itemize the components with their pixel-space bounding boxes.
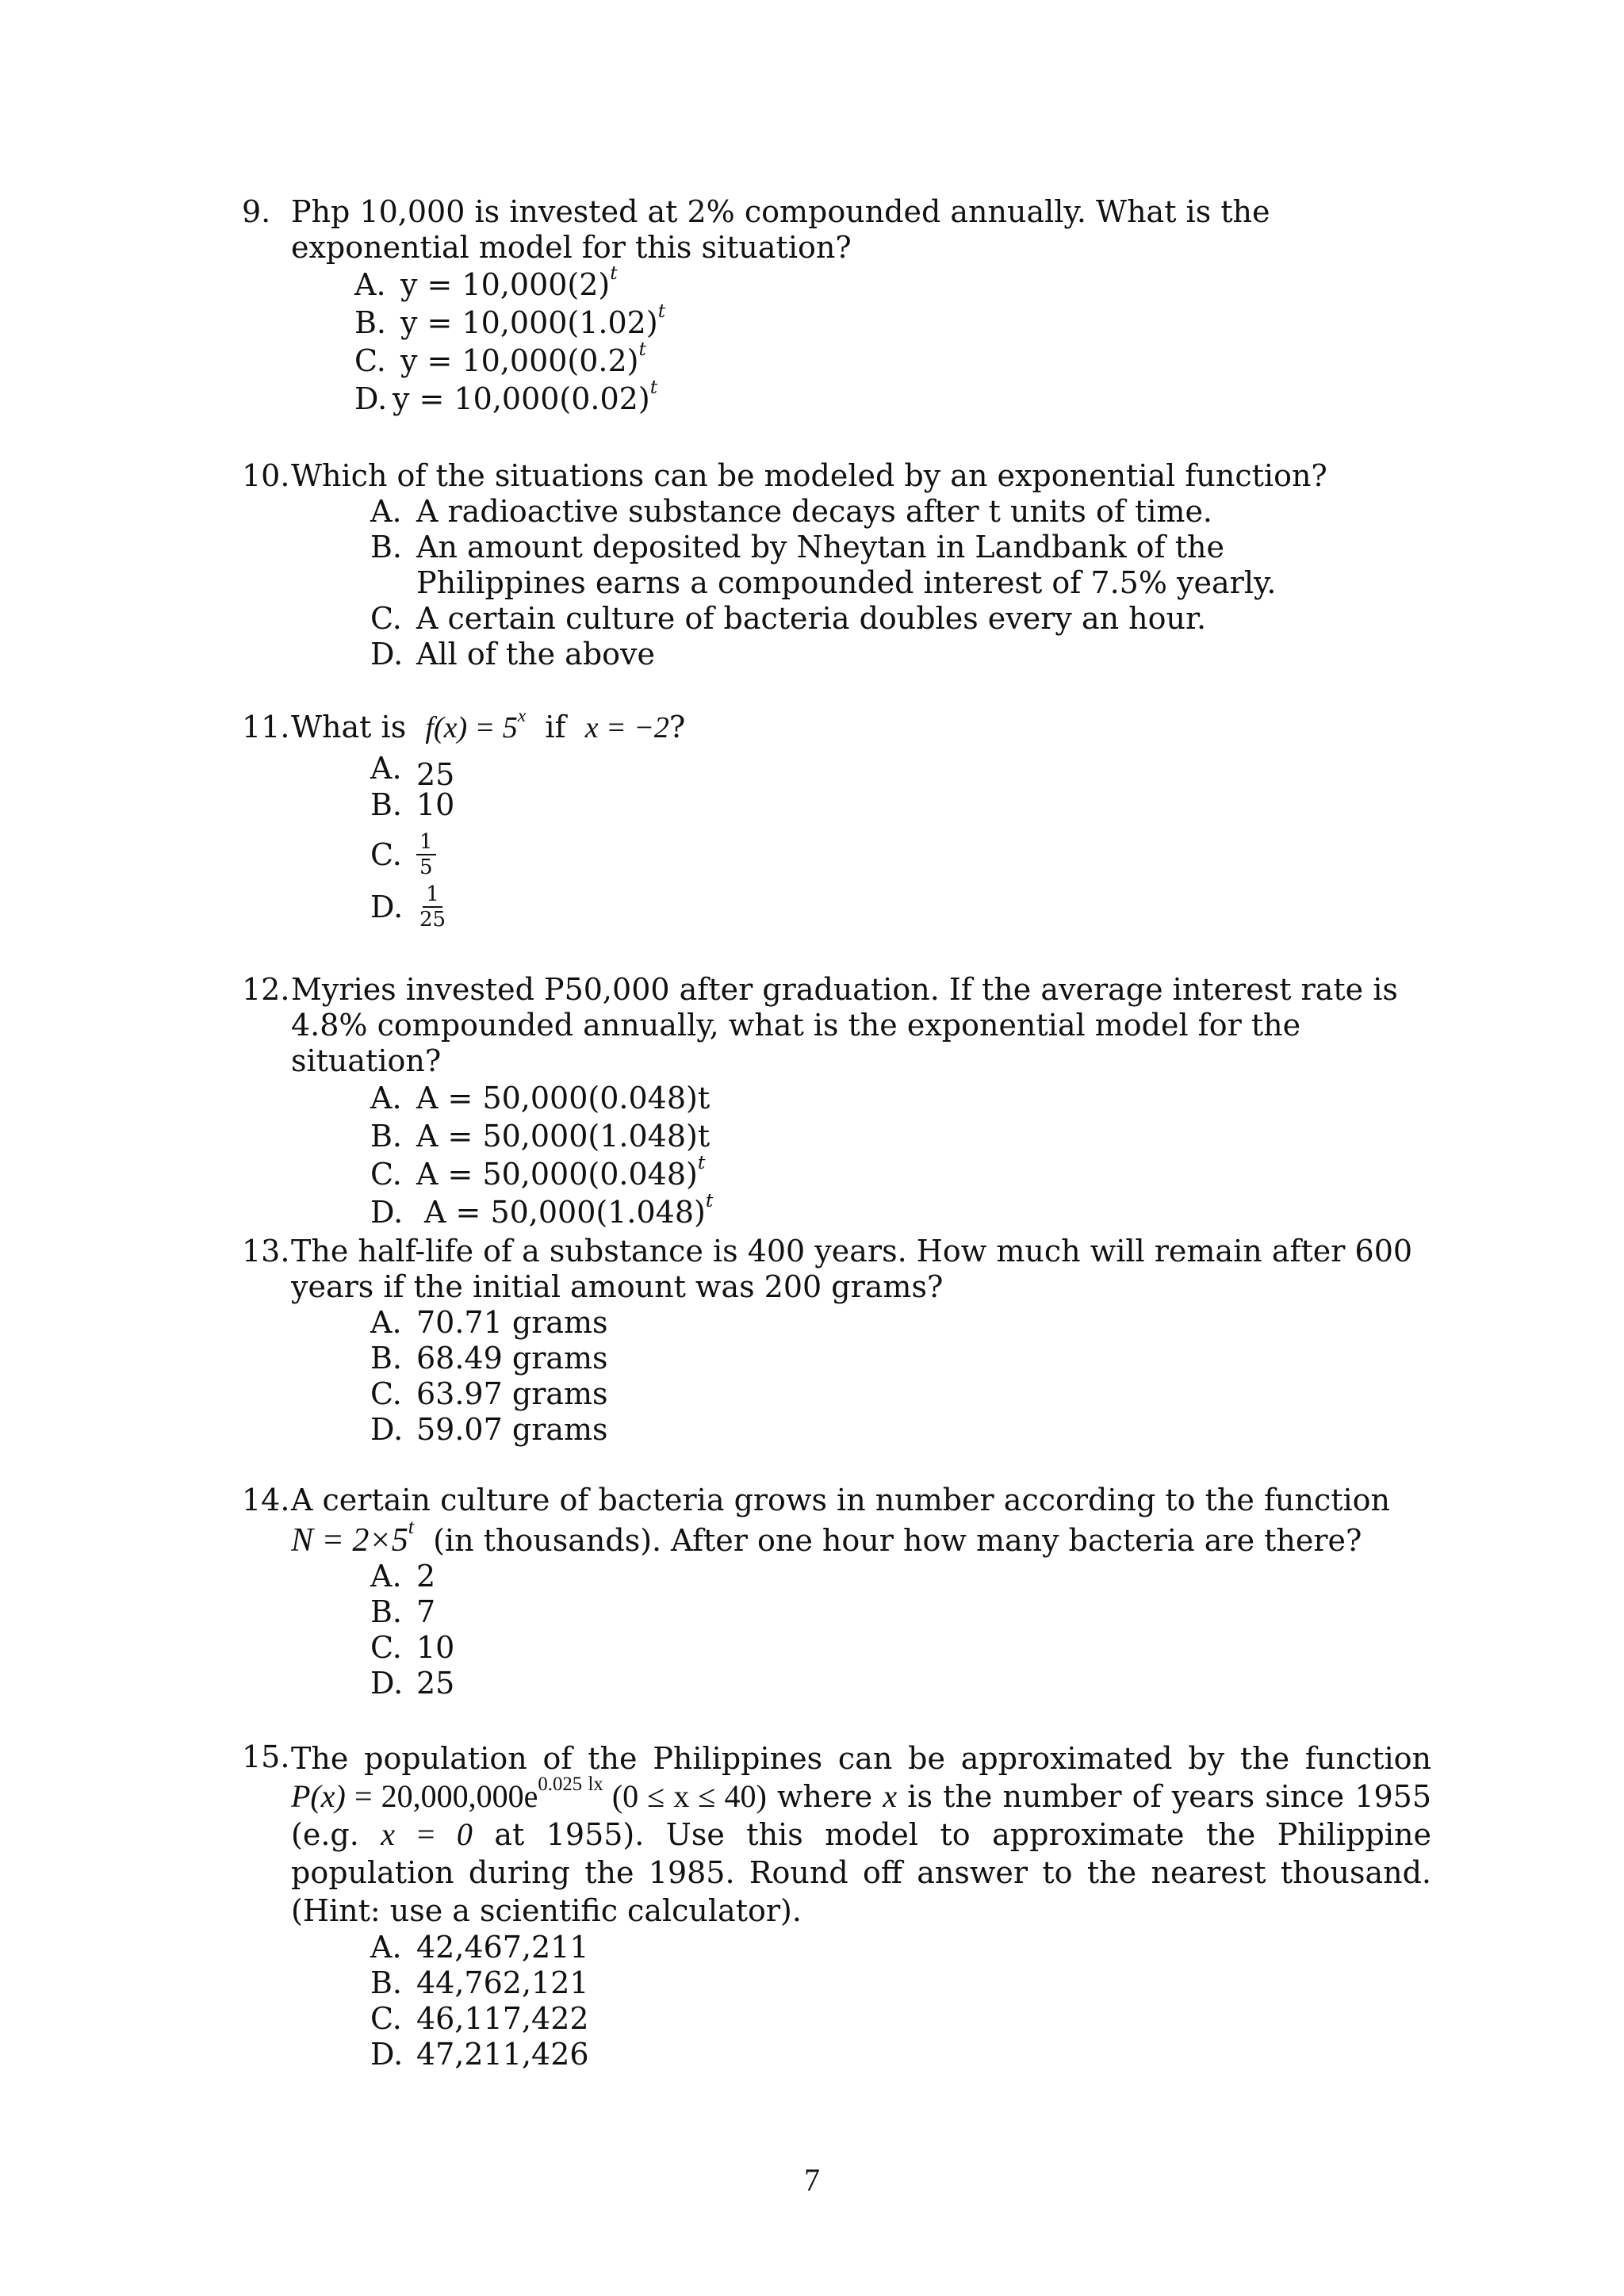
option-c: C. A certain culture of bacteria doubles every an hour.: [370, 601, 1207, 636]
condition-expression: x = 0: [381, 1816, 473, 1852]
option-a: A. 2: [370, 1559, 436, 1594]
question-text: Myries invested P50,000 after graduation. If the average interest rate is 4.8% compounded annually, what is the exponential model for the situation?: [291, 972, 1398, 1078]
question-11: [242, 705, 1431, 933]
question-14: [242, 1483, 1431, 1701]
option-d: D. $y = 10,000(0.02)^t$: [354, 381, 1431, 419]
option-d: D. $A = 50,000(1.048)^t$: [370, 1195, 1431, 1233]
option-b: B. 44,762,121: [370, 1965, 589, 2000]
question-text: What is $f(x) = 5^x$ if x = −2?: [291, 705, 686, 744]
option-a: A. $y = 10,000(2)^t$: [354, 267, 1431, 305]
option-formula: A = 50,000(1.048)t: [416, 1119, 710, 1154]
question-text: The half-life of a substance is 400 years. How much will remain after 600 years if the initial amount was 200 grams?: [291, 1234, 1413, 1304]
option-formula: A = 50,000(0.048)t: [416, 1081, 710, 1115]
option-a: A. A radioactive substance decays after t units of time.: [370, 494, 1213, 529]
option-b: B. 7: [370, 1594, 436, 1629]
option-d: D. All of the above: [370, 637, 655, 672]
question-9: [242, 194, 1431, 419]
option-b: B. 10: [370, 787, 455, 822]
option-c: C. $\frac{1}{5}$: [370, 828, 1431, 881]
option-formula: $A = 50,000(1.048)^t$: [424, 1188, 714, 1230]
question-number: 11.: [242, 710, 290, 744]
option-a: A. 70.71 grams: [370, 1305, 608, 1340]
variable-x: x: [883, 1778, 898, 1814]
option-formula: $y = 10,000(0.02)^t$: [393, 375, 658, 416]
option-formula: $A = 50,000(0.048)^t$: [416, 1150, 706, 1192]
option-c: C. $y = 10,000(0.2)^t$: [354, 343, 1431, 381]
fraction: $\frac{1}{5}$: [416, 830, 436, 879]
option-b: B. 68.49 grams: [370, 1341, 608, 1376]
question-text: Which of the situations can be modeled by an exponential function?: [291, 458, 1327, 493]
option-b: B. A = 50,000(1.048)t: [370, 1119, 1431, 1157]
option-d: D. 47,211,426: [370, 2037, 589, 2072]
question-15: [242, 1739, 1431, 2072]
fraction: $\frac{1}{25}$: [419, 882, 446, 932]
option-b: B. $y = 10,000(1.02)^t$: [354, 305, 1431, 343]
question-number: 10.: [242, 458, 290, 493]
question-number: 15.: [242, 1739, 290, 1774]
option-formula: $y = 10,000(0.2)^t$: [400, 337, 646, 378]
option-formula: $y = 10,000(2)^t$: [400, 261, 618, 302]
option-c: C. 63.97 grams: [370, 1376, 608, 1411]
option-c: C. 46,117,422: [370, 2001, 589, 2036]
option-a: A. A = 50,000(0.048)t: [370, 1081, 1431, 1119]
option-c: C. $A = 50,000(0.048)^t$: [370, 1157, 1431, 1195]
question-number: 9.: [242, 194, 271, 229]
population-function: $P(x) = 20,000,000e^{0.025 lx}$ (0 ≤ x ≤ 40): [291, 1773, 767, 1814]
question-text: Php 10,000 is invested at 2% compounded annually. What is the exponential model for this situation?: [291, 194, 1270, 265]
option-d: D. 59.07 grams: [370, 1412, 608, 1447]
question-number: 14.: [242, 1483, 290, 1517]
page-number: 7: [804, 2162, 820, 2198]
question-text: A certain culture of bacteria grows in number according to the function $N = 2\times 5^t$ (in thousands). After one hour how many bacteria are there?: [291, 1483, 1391, 1559]
function-expression: $f(x) = 5^x$: [425, 705, 527, 744]
option-d: D. 25: [370, 1666, 455, 1701]
question-number: 13.: [242, 1234, 290, 1269]
question-12: [242, 972, 1431, 1233]
option-c: C. 10: [370, 1630, 455, 1665]
question-13: [242, 1234, 1431, 1448]
question-number: 12.: [242, 972, 290, 1007]
growth-formula: $N = 2\times 5^t$: [291, 1514, 414, 1559]
condition-expression: x = −2: [584, 711, 669, 744]
question-text: The population of the Philippines can be approximated by the function $P(x) = 20,000,000e^{0.025 lx}$ (0 ≤ x ≤ 40) where x is the number of years since 1955 (e.g. x = 0 at 1955). Use this model to approximate the Philippine population during the 1985. Round off answer to the nearest thousand. (Hint: use a scientific calculator).: [291, 1741, 1432, 1928]
option-a: A. 42,467,211: [370, 1930, 589, 1965]
option-d: D. $\frac{1}{25}$: [370, 881, 1431, 933]
option-formula: $y = 10,000(1.02)^t$: [400, 299, 666, 340]
option-b: B. An amount deposited by Nheytan in Landbank of the Philippines earns a compounded interest of 7.5% yearly.: [370, 530, 1277, 600]
option-a: A. 25: [370, 751, 455, 792]
question-10: [242, 458, 1431, 672]
